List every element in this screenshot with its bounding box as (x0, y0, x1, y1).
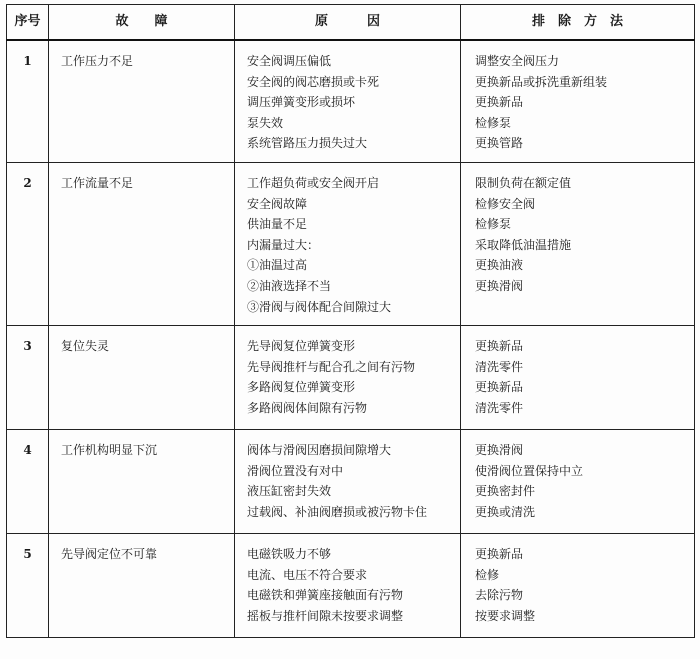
fix-cell (461, 326, 695, 430)
table-row (7, 162, 695, 325)
row-number: 2 (7, 162, 49, 325)
row-number: 1 (7, 40, 49, 162)
fix-line: 更换滑阀 (475, 278, 524, 293)
cause-line: 阀体与滑阀因磨损间隙增大 (247, 443, 392, 458)
header-fix: 排 除 方 法 (461, 5, 695, 41)
fix-line: 检修安全阀 (475, 196, 536, 211)
cause-line: 内漏量过大： (247, 237, 320, 252)
header-no: 序号 (7, 5, 49, 41)
fix-line: 更换油液 (475, 258, 524, 273)
cause-line: ②油液选择不当 (247, 278, 332, 293)
fix-line: 更换密封件 (475, 484, 536, 499)
cause-line: 工作超负荷或安全阀开启 (247, 175, 380, 190)
cause-cell (235, 162, 461, 325)
cause-line: 滑阀位置没有对中 (247, 463, 344, 478)
fix-line: 更换新品或拆洗重新组装 (475, 74, 608, 89)
fix-line: 检修泵 (475, 115, 512, 130)
header-fault: 故 障 (49, 5, 235, 41)
fix-line: 调整安全阀压力 (475, 54, 560, 68)
fix-line: 更换新品 (475, 547, 524, 562)
cause-line: 供油量不足 (247, 217, 308, 232)
fault-cell: 复位失灵 (49, 326, 235, 430)
table-row (7, 40, 695, 162)
cause-line: 多路阀复位弹簧变形 (247, 380, 356, 395)
fix-line: 去除污物 (475, 588, 524, 603)
table-row (7, 534, 695, 638)
fix-line: 更换新品 (475, 339, 524, 354)
fault-cell: 工作机构明显下沉 (49, 430, 235, 534)
cause-line: 电流、电压不符合要求 (247, 567, 368, 582)
header-row (7, 5, 695, 41)
fix-line: 采取降低油温措施 (475, 237, 572, 252)
cause-line: 先导阀复位弹簧变形 (247, 339, 356, 354)
fix-cell (461, 40, 695, 162)
row-number: 3 (7, 326, 49, 430)
row-number: 5 (7, 534, 49, 638)
cause-line: 过载阀、补油阀磨损或被污物卡住 (247, 504, 428, 519)
fix-line: 清洗零件 (475, 400, 524, 415)
fix-line: 更换新品 (475, 95, 524, 110)
cause-line: ③滑阀与阀体配合间隙过大 (247, 299, 392, 314)
cause-line: 电磁铁吸力不够 (247, 547, 332, 562)
fix-line: 更换或清洗 (475, 504, 536, 519)
fix-line: 检修泵 (475, 217, 512, 232)
fault-cell: 工作流量不足 (49, 162, 235, 325)
fault-cell: 先导阀定位不可靠 (49, 534, 235, 638)
table-row (7, 326, 695, 430)
cause-cell (235, 40, 461, 162)
troubleshooting-table (6, 4, 695, 638)
fix-line: 检修 (475, 567, 500, 582)
table-row (7, 430, 695, 534)
fix-line: 更换管路 (475, 136, 524, 151)
cause-line: ①油温过高 (247, 258, 308, 273)
cause-line: 电磁铁和弹簧座接触面有污物 (247, 588, 404, 603)
fix-line: 清洗零件 (475, 359, 524, 374)
cause-line: 液压缸密封失效 (247, 484, 332, 499)
cause-line: 系统管路压力损失过大 (247, 136, 368, 151)
cause-cell (235, 326, 461, 430)
fix-cell (461, 162, 695, 325)
fix-cell (461, 430, 695, 534)
cause-line: 泵失效 (247, 115, 284, 130)
fix-line: 更换滑阀 (475, 443, 524, 458)
cause-line: 调压弹簧变形或损坏 (247, 95, 356, 110)
fix-line: 按要求调整 (475, 608, 536, 623)
fault-cell: 工作压力不足 (49, 40, 235, 162)
row-number: 4 (7, 430, 49, 534)
cause-line: 先导阀推杆与配合孔之间有污物 (247, 359, 416, 374)
cause-line: 摇板与推杆间隙未按要求调整 (247, 608, 404, 623)
cause-cell (235, 430, 461, 534)
fix-line: 更换新品 (475, 380, 524, 395)
fix-cell (461, 534, 695, 638)
cause-line: 安全阀故障 (247, 196, 308, 211)
header-cause: 原 因 (235, 5, 461, 41)
fix-line: 使滑阀位置保持中立 (475, 463, 584, 478)
cause-line: 安全阀的阀芯磨损或卡死 (247, 74, 380, 89)
cause-line: 安全阀调压偏低 (247, 54, 332, 68)
fix-line: 限制负荷在额定值 (475, 175, 572, 190)
cause-cell (235, 534, 461, 638)
cause-line: 多路阀阀体间隙有污物 (247, 400, 368, 415)
